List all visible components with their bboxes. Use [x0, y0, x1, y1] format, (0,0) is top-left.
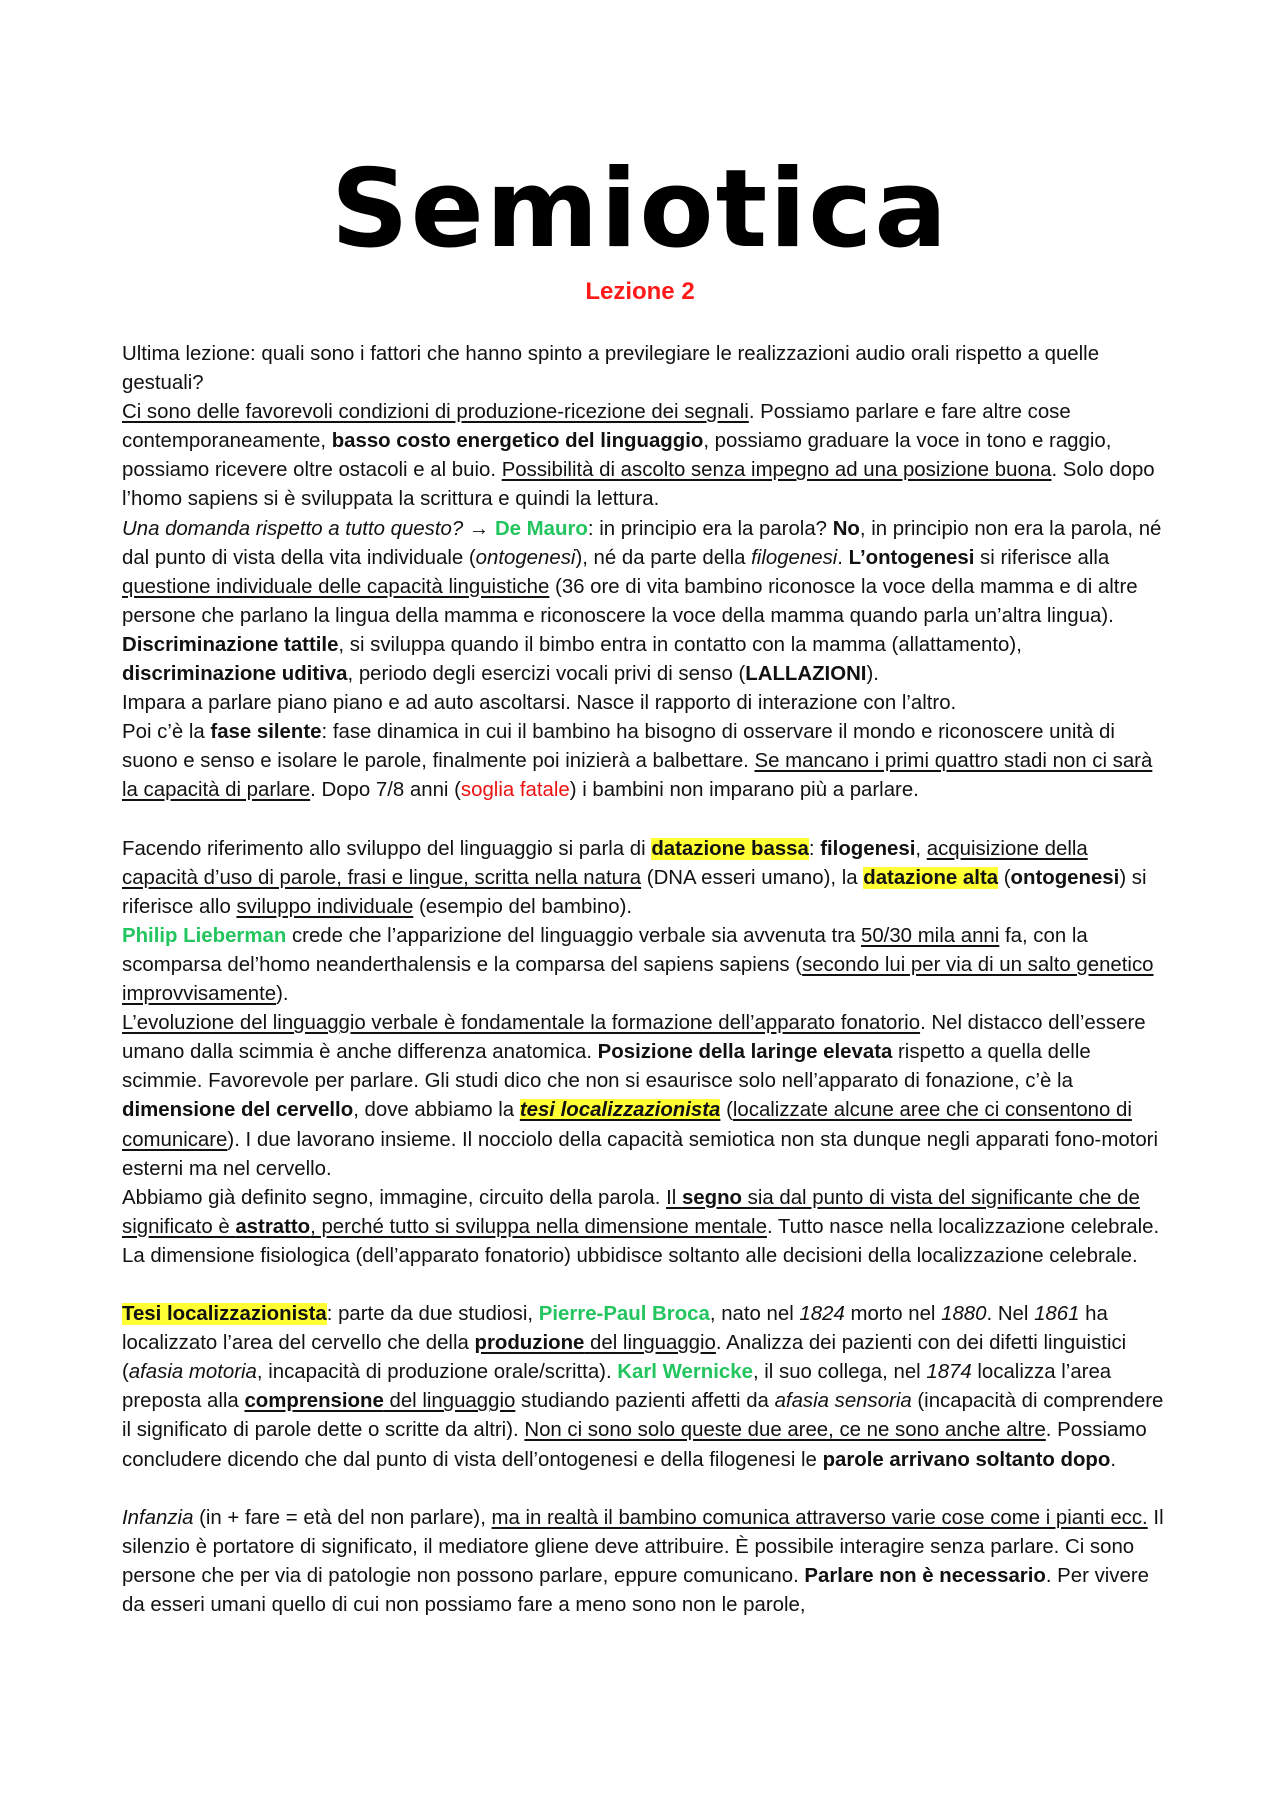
- paragraph-datazione: Facendo riferimento allo sviluppo del linguaggio si parla di datazione bassa: filogenesi, acquisizione della capacità d’uso di parole, frasi e lingue, scritta nella natura (DNA esseri umano), la datazione alta (ontogenesi) si riferisce allo sviluppo individuale (esempio del bambino).: [122, 837, 1147, 918]
- document-body: [122, 340, 1167, 1620]
- paragraph-evoluzione: L’evoluzione del linguaggio verbale è fondamentale la formazione dell’apparato fonatorio. Nel distacco dell’essere umano dalla scimmia è anche differenza anatomica. Posizione della laringe elevata rispetto a quella delle scimmie. Favorevole per parlare. Gli studi dico che non si esaurisce solo nell’apparato di fonazione, c’è la dimensione del cervello, dove abbiamo la tesi localizzazionista (localizzate alcune aree che ci consentono di comunicare). I due lavorano insieme. Il nocciolo della capacità semiotica non sta dunque negli apparati fono-motori esterni ma nel cervello.: [122, 1012, 1158, 1180]
- paragraph-silent-phase: Poi c’è la fase silente: fase dinamica in cui il bambino ha bisogno di osservare il mondo e riconoscere unità di suono e senso e isolare le parole, finalmente poi inizierà a balbettare. Se mancano i primi quattro stadi non ci sarà la capacità di parlare. Dopo 7/8 anni (soglia fatale) i bambini non imparano più a parlare.: [122, 721, 1153, 802]
- paragraph-conditions: Ci sono delle favorevoli condizioni di produzione-ricezione dei segnali. Possiamo parlare e fare altre cose contemporaneamente, basso costo energetico del linguaggio, possiamo graduare la voce in tono e raggio, possiamo ricevere oltre ostacoli e al buio. Possibilità di ascolto senza impegno ad una posizione buona. Solo dopo l’homo sapiens si è sviluppata la scrittura e quindi la lettura.: [122, 401, 1155, 511]
- paragraph-de-mauro: Una domanda rispetto a tutto questo? → De Mauro: in principio era la parola? No, in principio non era la parola, né dal punto di vista della vita individuale (ontogenesi), né da parte della filogenesi. L’ontogenesi si riferisce alla questione individuale delle capacità linguistiche (36 ore di vita bambino riconosce la voce della mamma e di altre persone che parlano la lingua della mamma e riconoscere la voce della mamma quando parla un’altra lingua). Discriminazione tattile, si sviluppa quando il bimbo entra in contatto con la mamma (allattamento), discriminazione uditiva, periodo degli esercizi vocali privi di senso (LALLAZIONI).: [122, 517, 1162, 686]
- paragraph-spacer: [122, 1475, 1167, 1504]
- paragraph-lieberman: Philip Lieberman crede che l’apparizione del linguaggio verbale sia avvenuta tra 50/30 mila anni fa, con la scomparsa del’homo neanderthalensis e la comparsa del sapiens sapiens (secondo lui per via di un salto genetico improvvisamente).: [122, 924, 1154, 1006]
- arrow-icon: →: [463, 517, 495, 540]
- paragraph-spacer: [122, 806, 1167, 835]
- paragraph-tesi-localizzazionista: Tesi localizzazionista: parte da due studiosi, Pierre-Paul Broca, nato nel 1824 morto nel 1880. Nel 1861 ha localizzato l’area del cervello che della produzione del linguaggio. Analizza dei pazienti con dei difetti linguistici (afasia motoria, incapacità di produzione orale/scritta). Karl Wernicke, il suo collega, nel 1874 localizza l’area preposta alla comprensione del linguaggio studiando pazienti affetti da afasia sensoria (incapacità di comprendere il significato di parole dette o scritte da altri). Non ci sono solo queste due aree, ce ne sono anche altre. Possiamo concludere dicendo che dal punto di vista dell’ontogenesi e della filogenesi le parole arrivano soltanto dopo.: [122, 1303, 1164, 1471]
- paragraph-interaction: Impara a parlare piano piano e ad auto ascoltarsi. Nasce il rapporto di interazione con l’altro.: [122, 692, 957, 715]
- paragraph-intro-question: Ultima lezione: quali sono i fattori che hanno spinto a previlegiare le realizzazioni audio orali rispetto a quelle gestuali?: [122, 343, 1100, 395]
- paragraph-segno: Abbiamo già definito segno, immagine, circuito della parola. Il segno sia dal punto di vista del significante che de significato è astratto, perché tutto si sviluppa nella dimensione mentale. Tutto nasce nella localizzazione celebrale. La dimensione fisiologica (dell’apparato fonatorio) ubbidisce soltanto alle decisioni della localizzazione celebrale.: [122, 1186, 1160, 1267]
- document-title: Semiotica: [330, 147, 950, 272]
- paragraph-infanzia: Infanzia (in + fare = età del non parlare), ma in realtà il bambino comunica attraverso varie cose come i pianti ecc. Il silenzio è portatore di significato, il mediatore gliene deve attribuire. È possibile interagire senza parlare. Ci sono persone che per via di patologie non possono parlare, eppure comunicano. Parlare non è necessario. Per vivere da esseri umani quello di cui non possiamo fare a meno sono non le parole,: [122, 1506, 1164, 1617]
- paragraph-spacer: [122, 1271, 1167, 1300]
- lesson-subtitle: Lezione 2: [585, 278, 695, 305]
